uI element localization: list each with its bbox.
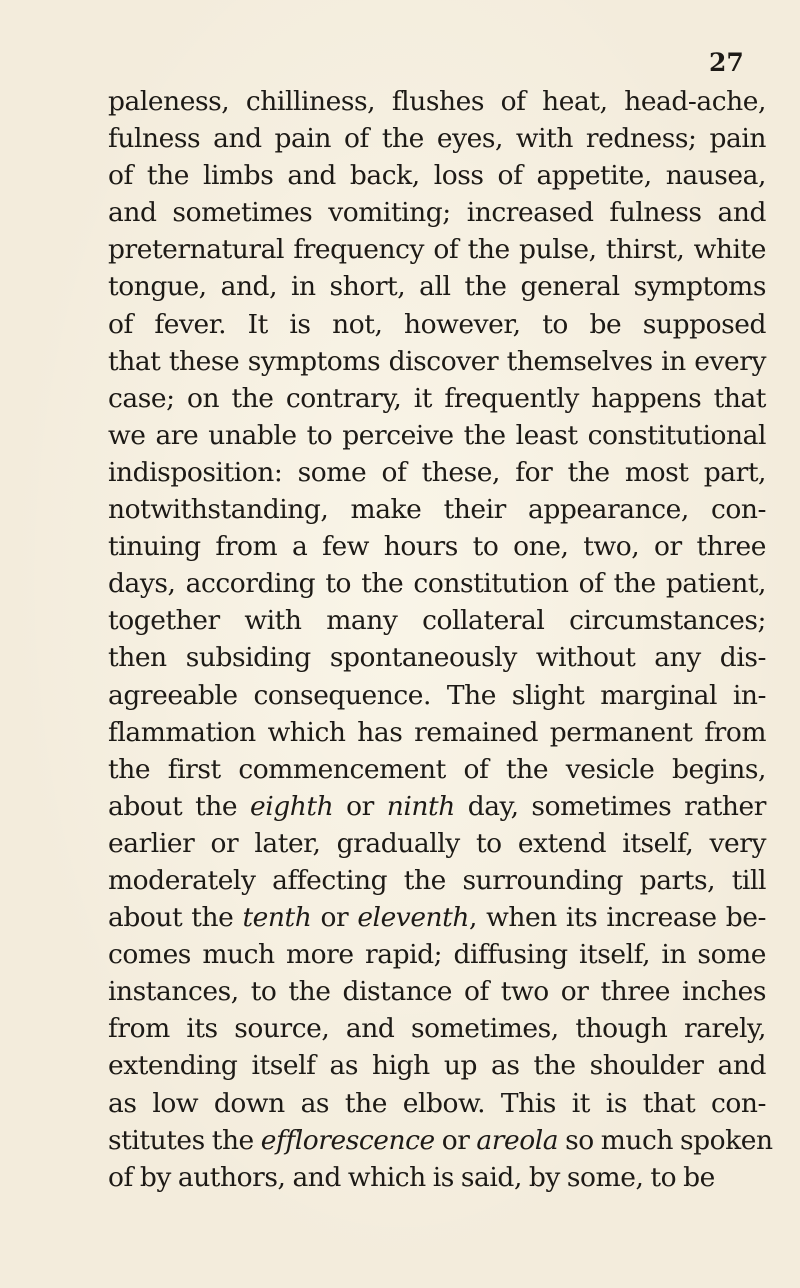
text-run: of by authors, and which is said, by some, to be (108, 1161, 715, 1193)
text-line (108, 639, 766, 676)
text-line (108, 862, 766, 899)
text-line (108, 528, 766, 565)
text-run: extending itself as high up as the shoulder and (108, 1050, 766, 1082)
text-run: about the (108, 790, 251, 822)
italic-text: eighth (250, 790, 334, 822)
text-line (108, 491, 766, 528)
text-line (108, 899, 766, 936)
text-run: of the limbs and back, loss of appetite, nausea, (108, 160, 766, 192)
italic-text: eleventh (357, 902, 469, 934)
text-line (108, 565, 766, 602)
text-run: day, sometimes rather (454, 790, 766, 822)
text-line (108, 380, 766, 417)
text-run: paleness, chilliness, flushes of heat, head-ache, (108, 86, 766, 117)
text-line (108, 194, 766, 231)
text-line (108, 936, 766, 973)
page-number: 27 (709, 48, 744, 77)
text-line (108, 268, 766, 305)
text-run: earlier or later, gradually to extend itself, very (108, 827, 766, 859)
text-run: about the (108, 902, 243, 934)
text-line (108, 306, 766, 343)
text-run: days, according to the constitution of the patient, (108, 568, 766, 600)
italic-text: areola (476, 1124, 559, 1156)
text-line (108, 1122, 773, 1159)
text-line (108, 343, 766, 380)
text-run: we are unable to perceive the least constitutional (108, 419, 766, 451)
text-run: from its source, and sometimes, though rarely, (108, 1013, 766, 1045)
text-line (108, 825, 766, 862)
text-run: together with many collateral circumstances; (108, 605, 766, 637)
text-run: or (333, 790, 387, 822)
text-line (108, 417, 766, 454)
text-run: fulness and pain of the eyes, with redness; pain (108, 123, 766, 155)
text-run: instances, to the distance of two or three inches (108, 976, 766, 1008)
italic-text: tenth (242, 902, 312, 934)
body-text (108, 83, 773, 1196)
italic-text: ninth (386, 790, 455, 822)
text-run: agreeable consequence. The slight marginal in- (108, 679, 766, 711)
text-run: notwithstanding, make their appearance, con- (108, 494, 766, 526)
text-line (108, 120, 766, 157)
text-line (108, 1159, 766, 1196)
text-run: of fever. It is not, however, to be supposed (108, 308, 766, 340)
text-run: or (434, 1124, 477, 1156)
text-line (108, 1085, 766, 1122)
text-run: and sometimes vomiting; increased fulness and (108, 197, 766, 229)
text-run: or (311, 902, 358, 934)
text-run: flammation which has remained permanent from (108, 716, 766, 748)
text-run: tongue, and, in short, all the general symptoms (108, 271, 766, 303)
text-line (108, 751, 766, 788)
text-run: indisposition: some of these, for the most part, (108, 456, 766, 488)
text-run: the first commencement of the vesicle begins, (108, 753, 766, 785)
text-run: so much spoken (558, 1124, 773, 1156)
text-run: , when its increase be- (469, 902, 766, 934)
text-line (108, 602, 766, 639)
text-line (108, 454, 766, 491)
text-run: stitutes the (108, 1124, 261, 1156)
text-line (108, 231, 766, 268)
text-run: comes much more rapid; diffusing itself, in some (108, 939, 766, 971)
text-line (108, 1047, 766, 1084)
text-run: then subsiding spontaneously without any dis- (108, 642, 766, 674)
text-run: as low down as the elbow. This it is that con- (108, 1087, 766, 1119)
text-run: moderately affecting the surrounding parts, till (108, 864, 766, 896)
text-run: tinuing from a few hours to one, two, or three (108, 531, 766, 563)
text-line (108, 714, 766, 751)
italic-text: efflorescence (260, 1124, 435, 1156)
text-line (108, 788, 766, 825)
text-line (108, 677, 766, 714)
text-run: case; on the contrary, it frequently happens that (108, 382, 766, 414)
text-run: preternatural frequency of the pulse, thirst, white (108, 234, 766, 266)
text-line (108, 973, 766, 1010)
text-run: that these symptoms discover themselves in every (108, 345, 766, 377)
text-line (108, 1010, 766, 1047)
text-line (108, 83, 766, 120)
text-line (108, 157, 766, 194)
